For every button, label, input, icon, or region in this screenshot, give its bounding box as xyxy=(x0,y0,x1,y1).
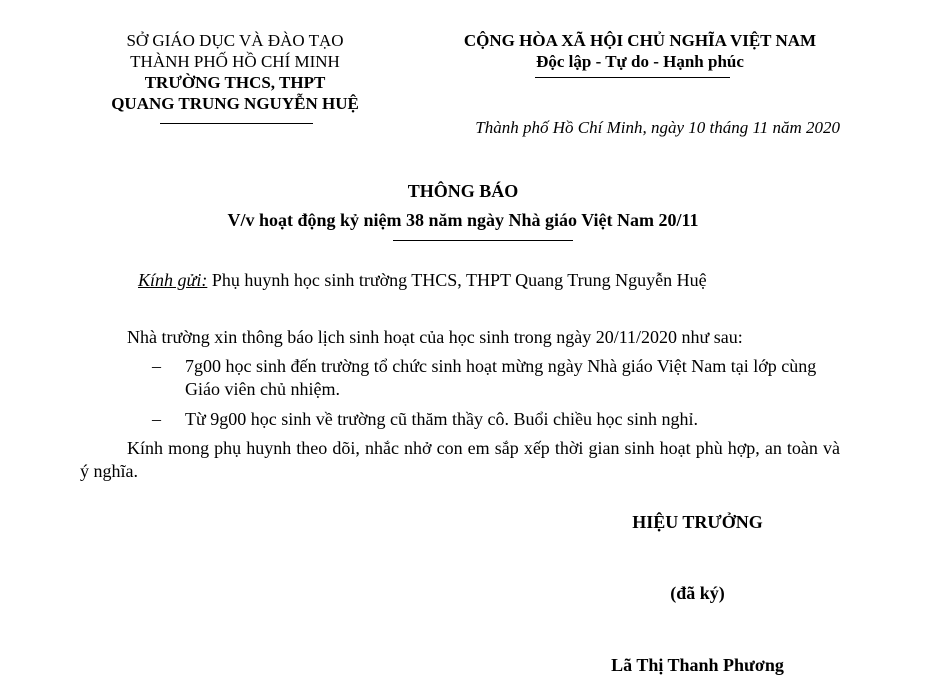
document-subject: V/v hoạt động kỷ niệm 38 năm ngày Nhà giáo Việt Nam 20/11 xyxy=(227,210,699,230)
signer-title: HIỆU TRƯỞNG xyxy=(632,512,763,532)
recipient-text: Phụ huynh học sinh trường THCS, THPT Quang Trung Nguyễn Huệ xyxy=(207,270,707,290)
bullet-dash: – xyxy=(152,356,161,376)
recipient-label: Kính gửi: xyxy=(138,270,208,290)
recipient-line xyxy=(138,270,707,291)
issuer-school-line2: QUANG TRUNG NGUYỄN HUỆ xyxy=(111,94,359,113)
national-header xyxy=(420,30,860,72)
closing-paragraph: Kính mong phụ huynh theo dõi, nhắc nhở con em sắp xếp thời gian sinh hoạt phù hợp, an toàn và ý nghĩa. xyxy=(80,438,840,481)
national-motto: Độc lập - Tự do - Hạnh phúc xyxy=(536,52,744,71)
intro-paragraph: Nhà trường xin thông báo lịch sinh hoạt của học sinh trong ngày 20/11/2020 như sau: xyxy=(127,327,743,347)
signer-name: Lã Thị Thanh Phương xyxy=(611,655,784,675)
issuer-city: THÀNH PHỐ HỒ CHÍ MINH xyxy=(130,52,340,71)
subject-underline xyxy=(393,240,573,241)
document-title: THÔNG BÁO xyxy=(407,181,519,201)
national-title: CỘNG HÒA XÃ HỘI CHỦ NGHĨA VIỆT NAM xyxy=(463,31,817,50)
issuer-school-line1: TRƯỜNG THCS, THPT xyxy=(144,73,326,92)
document-date: Thành phố Hồ Chí Minh, ngày 10 tháng 11 năm 2020 xyxy=(475,118,840,137)
signed-note: (đã ký) xyxy=(670,583,725,603)
issuer-department: SỞ GIÁO DỤC VÀ ĐÀO TẠO xyxy=(126,31,344,50)
issuer-underline xyxy=(160,123,313,124)
bullet-dash: – xyxy=(152,409,161,429)
issuer-header xyxy=(80,30,390,114)
list-item-text: 7g00 học sinh đến trường tổ chức sinh hoạt mừng ngày Nhà giáo Việt Nam tại lớp cùng Giáo viên chủ nhiệm. xyxy=(185,356,817,399)
motto-underline xyxy=(535,77,730,78)
list-item-text: Từ 9g00 học sinh về trường cũ thăm thầy cô. Buổi chiều học sinh nghỉ. xyxy=(185,409,698,429)
